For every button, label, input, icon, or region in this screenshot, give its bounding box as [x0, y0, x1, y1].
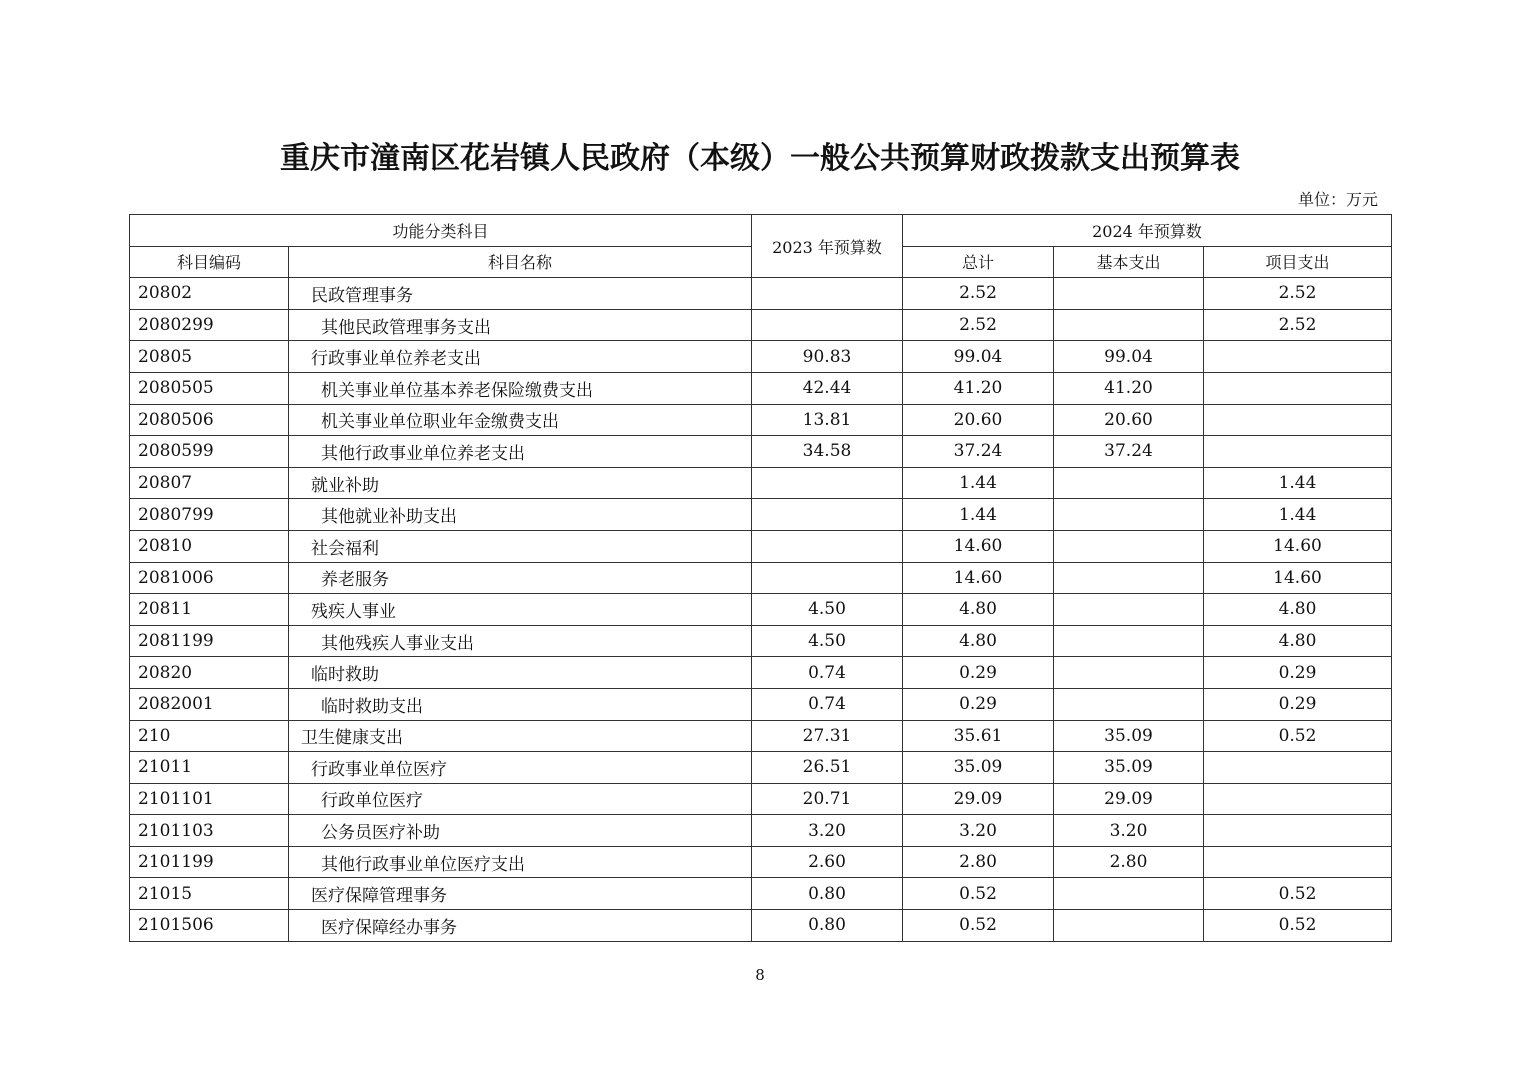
cell-project: [1204, 341, 1392, 373]
cell-project: [1204, 404, 1392, 436]
cell-name: 行政单位医疗: [289, 783, 752, 815]
unit-label: 单位：万元: [1297, 190, 1378, 209]
table-row: [130, 720, 1392, 752]
header-budget-2024: 2024 年预算数: [903, 215, 1392, 247]
table-row: [130, 657, 1392, 689]
cell-budget-2023: [752, 499, 903, 531]
cell-name: 其他行政事业单位医疗支出: [289, 846, 752, 878]
cell-budget-2023: 27.31: [752, 720, 903, 752]
cell-code: 21015: [130, 878, 289, 910]
cell-budget-2023: 13.81: [752, 404, 903, 436]
cell-basic: [1054, 625, 1204, 657]
page-number: 8: [755, 966, 765, 984]
cell-project: [1204, 752, 1392, 784]
cell-basic: [1054, 878, 1204, 910]
cell-budget-2023: [752, 562, 903, 594]
cell-project: 2.52: [1204, 309, 1392, 341]
header-name: 科目名称: [289, 246, 752, 278]
header-row-1: [130, 215, 1392, 247]
cell-name: 医疗保障管理事务: [289, 878, 752, 910]
table-row: [130, 910, 1392, 942]
cell-basic: [1054, 688, 1204, 720]
cell-project: 4.80: [1204, 625, 1392, 657]
table-row: [130, 594, 1392, 626]
cell-code: 2081006: [130, 562, 289, 594]
cell-name: 医疗保障经办事务: [289, 910, 752, 942]
cell-basic: 41.20: [1054, 372, 1204, 404]
cell-name: 其他就业补助支出: [289, 499, 752, 531]
cell-project: 0.29: [1204, 657, 1392, 689]
cell-basic: [1054, 278, 1204, 310]
cell-total: 41.20: [903, 372, 1054, 404]
cell-total: 0.29: [903, 688, 1054, 720]
cell-total: 2.80: [903, 846, 1054, 878]
cell-total: 2.52: [903, 278, 1054, 310]
cell-name: 养老服务: [289, 562, 752, 594]
cell-basic: [1054, 657, 1204, 689]
table-row: [130, 562, 1392, 594]
cell-name: 公务员医疗补助: [289, 815, 752, 847]
cell-code: 20810: [130, 530, 289, 562]
cell-project: 0.52: [1204, 910, 1392, 942]
cell-project: 14.60: [1204, 530, 1392, 562]
cell-name: 机关事业单位基本养老保险缴费支出: [289, 372, 752, 404]
cell-basic: [1054, 309, 1204, 341]
cell-project: 14.60: [1204, 562, 1392, 594]
cell-budget-2023: 0.74: [752, 688, 903, 720]
cell-project: 4.80: [1204, 594, 1392, 626]
cell-budget-2023: 90.83: [752, 341, 903, 373]
cell-total: 3.20: [903, 815, 1054, 847]
cell-basic: 35.09: [1054, 752, 1204, 784]
cell-total: 37.24: [903, 436, 1054, 468]
cell-project: [1204, 436, 1392, 468]
cell-basic: 37.24: [1054, 436, 1204, 468]
cell-code: 2080799: [130, 499, 289, 531]
table-row: [130, 815, 1392, 847]
cell-project: 1.44: [1204, 467, 1392, 499]
cell-project: [1204, 372, 1392, 404]
budget-table: [129, 214, 1392, 942]
cell-budget-2023: 26.51: [752, 752, 903, 784]
cell-project: 2.52: [1204, 278, 1392, 310]
cell-total: 1.44: [903, 467, 1054, 499]
page-title: 重庆市潼南区花岩镇人民政府（本级）一般公共预算财政拨款支出预算表: [280, 141, 1240, 176]
table-row: [130, 499, 1392, 531]
cell-total: 14.60: [903, 530, 1054, 562]
cell-name: 其他残疾人事业支出: [289, 625, 752, 657]
cell-name: 机关事业单位职业年金缴费支出: [289, 404, 752, 436]
cell-name: 卫生健康支出: [289, 720, 752, 752]
table-row: [130, 372, 1392, 404]
table-row: [130, 878, 1392, 910]
cell-code: 21011: [130, 752, 289, 784]
table-row: [130, 625, 1392, 657]
cell-budget-2023: 0.74: [752, 657, 903, 689]
cell-name: 就业补助: [289, 467, 752, 499]
cell-budget-2023: [752, 309, 903, 341]
table-row: [130, 783, 1392, 815]
cell-code: 20802: [130, 278, 289, 310]
cell-code: 210: [130, 720, 289, 752]
cell-basic: [1054, 562, 1204, 594]
cell-name: 行政事业单位养老支出: [289, 341, 752, 373]
cell-basic: 29.09: [1054, 783, 1204, 815]
cell-total: 14.60: [903, 562, 1054, 594]
cell-budget-2023: 20.71: [752, 783, 903, 815]
cell-code: 2081199: [130, 625, 289, 657]
table-row: [130, 278, 1392, 310]
cell-total: 20.60: [903, 404, 1054, 436]
cell-budget-2023: 42.44: [752, 372, 903, 404]
header-basic: 基本支出: [1054, 246, 1204, 278]
cell-code: 20811: [130, 594, 289, 626]
cell-total: 99.04: [903, 341, 1054, 373]
cell-code: 2080505: [130, 372, 289, 404]
cell-code: 2080599: [130, 436, 289, 468]
table-row: [130, 530, 1392, 562]
header-function-category: 功能分类科目: [130, 215, 752, 247]
cell-budget-2023: [752, 278, 903, 310]
table-row: [130, 404, 1392, 436]
cell-code: 2101103: [130, 815, 289, 847]
cell-basic: [1054, 499, 1204, 531]
cell-name: 民政管理事务: [289, 278, 752, 310]
cell-budget-2023: [752, 467, 903, 499]
table-row: [130, 436, 1392, 468]
cell-total: 4.80: [903, 594, 1054, 626]
cell-basic: 3.20: [1054, 815, 1204, 847]
cell-total: 29.09: [903, 783, 1054, 815]
cell-budget-2023: 3.20: [752, 815, 903, 847]
cell-total: 2.52: [903, 309, 1054, 341]
table-row: [130, 467, 1392, 499]
cell-basic: 35.09: [1054, 720, 1204, 752]
cell-budget-2023: 4.50: [752, 594, 903, 626]
cell-project: 0.29: [1204, 688, 1392, 720]
cell-budget-2023: 34.58: [752, 436, 903, 468]
table-row: [130, 309, 1392, 341]
cell-code: 20820: [130, 657, 289, 689]
cell-basic: [1054, 467, 1204, 499]
cell-project: [1204, 815, 1392, 847]
cell-basic: [1054, 530, 1204, 562]
cell-budget-2023: 2.60: [752, 846, 903, 878]
cell-total: 0.52: [903, 910, 1054, 942]
cell-code: 2082001: [130, 688, 289, 720]
header-code: 科目编码: [130, 246, 289, 278]
cell-basic: 2.80: [1054, 846, 1204, 878]
cell-code: 20805: [130, 341, 289, 373]
cell-total: 1.44: [903, 499, 1054, 531]
cell-name: 其他行政事业单位养老支出: [289, 436, 752, 468]
cell-basic: [1054, 910, 1204, 942]
table-row: [130, 846, 1392, 878]
cell-code: 20807: [130, 467, 289, 499]
cell-total: 0.29: [903, 657, 1054, 689]
cell-project: [1204, 846, 1392, 878]
header-total: 总计: [903, 246, 1054, 278]
table-body: [130, 278, 1392, 941]
cell-name: 其他民政管理事务支出: [289, 309, 752, 341]
cell-name: 临时救助: [289, 657, 752, 689]
cell-code: 2101199: [130, 846, 289, 878]
cell-basic: 99.04: [1054, 341, 1204, 373]
cell-budget-2023: 4.50: [752, 625, 903, 657]
cell-project: 1.44: [1204, 499, 1392, 531]
cell-name: 残疾人事业: [289, 594, 752, 626]
cell-project: [1204, 783, 1392, 815]
cell-total: 35.61: [903, 720, 1054, 752]
cell-code: 2101101: [130, 783, 289, 815]
header-project: 项目支出: [1204, 246, 1392, 278]
cell-code: 2080299: [130, 309, 289, 341]
cell-name: 行政事业单位医疗: [289, 752, 752, 784]
cell-name: 临时救助支出: [289, 688, 752, 720]
cell-budget-2023: 0.80: [752, 910, 903, 942]
table-row: [130, 752, 1392, 784]
cell-project: 0.52: [1204, 720, 1392, 752]
cell-budget-2023: [752, 530, 903, 562]
table-row: [130, 688, 1392, 720]
table-row: [130, 341, 1392, 373]
cell-total: 4.80: [903, 625, 1054, 657]
cell-name: 社会福利: [289, 530, 752, 562]
cell-project: 0.52: [1204, 878, 1392, 910]
cell-code: 2080506: [130, 404, 289, 436]
cell-basic: [1054, 594, 1204, 626]
cell-code: 2101506: [130, 910, 289, 942]
header-budget-2023: 2023 年预算数: [752, 215, 903, 278]
cell-total: 0.52: [903, 878, 1054, 910]
cell-total: 35.09: [903, 752, 1054, 784]
cell-budget-2023: 0.80: [752, 878, 903, 910]
cell-basic: 20.60: [1054, 404, 1204, 436]
